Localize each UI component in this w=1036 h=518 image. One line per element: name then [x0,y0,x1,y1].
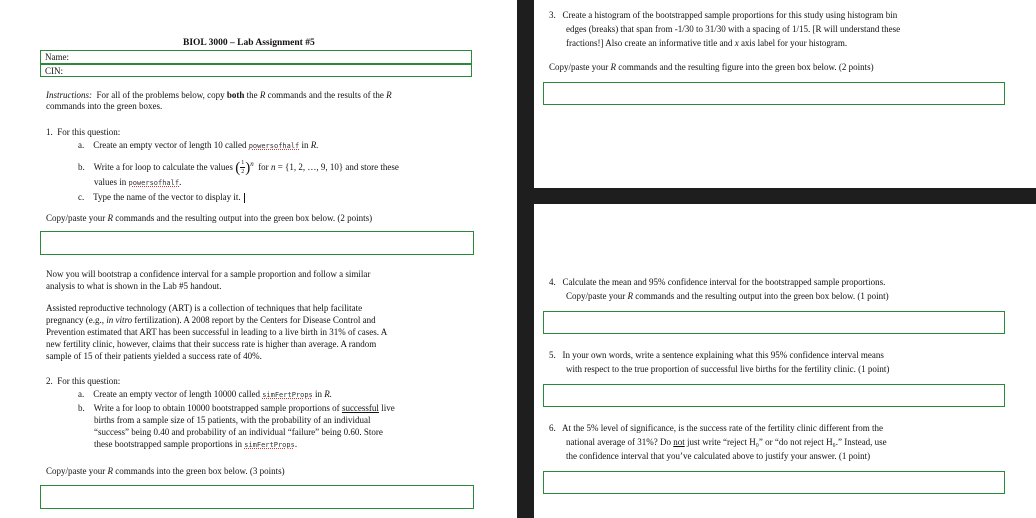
q5-line-1: 5. In your own words, write a sentence explaining what this 95% confidence interval means [549,350,884,360]
art-line-3: Prevention estimated that ART has been successful in leading to a live birth in 31% of cases. A [46,327,388,337]
art-line-5: sample of 15 of their patients yielded a success rate of 40%. [46,351,262,361]
q3-line-3: fractions!] Also create an informative title and x axis label for your histogram. [566,38,848,48]
name-field[interactable] [40,50,472,64]
text-cursor [244,193,245,203]
document-page-left [0,0,517,518]
instructions-line-2: commands into the green boxes. [46,101,163,111]
q3-line-2: edges (breaks) that span from -1/30 to 31/30 with a spacing of 1/15. [R will understand these [566,24,901,34]
answer-box-q1[interactable] [40,231,474,255]
fraction-one-half: $\frac{1}{2}$ [241,160,245,176]
q6-line-1: 6. At the 5% level of significance, is the success rate of the fertility clinic different from the [549,423,883,433]
code-simfertprops: simFertProps [262,391,313,399]
document-page-right-bottom [534,204,1036,518]
answer-box-q2[interactable] [40,485,474,509]
document-page-right-top [534,0,1036,188]
q4-line-1: 4. Calculate the mean and 95% confidence interval for the bootstrapped sample proportions. [549,277,886,287]
q2b-line4: these bootstrapped sample proportions in simFertProps. [94,439,298,449]
q6-line-2: national average of 31%? Do not just write “reject H₀” or “do not reject H₀.” Instead, use [566,437,887,447]
q3-line-1: 3. Create a histogram of the bootstrapped sample proportions for this study using histogram bin [549,10,898,20]
name-label: Name: [45,52,69,62]
q1a: a. Create an empty vector of length 10 called powersofhalf in R. [78,140,319,150]
cin-field[interactable] [40,64,472,77]
instructions-line-1: Instructions: For all of the problems below, copy both the R commands and the results of the R [46,90,392,100]
answer-box-q6[interactable] [543,471,1005,494]
q2a: a. Create an empty vector of length 10000 called simFertProps in R. [78,389,333,399]
q2b-line1: b. Write a for loop to obtain 10000 bootstrapped sample proportions of successful live [78,403,395,413]
q2b-line2: births from a sample size of 15 patients, with the probability of an individual [94,415,371,425]
intro-line-1: Now you will bootstrap a confidence interval for a sample proportion and follow a similar [46,269,371,279]
q5-line-2: with respect to the true proportion of successful live births for the fertility clinic. (1 point) [566,364,890,374]
copy-instruction-2: Copy/paste your R commands into the green box below. (3 points) [46,466,285,476]
q1b: b. Write a for loop to calculate the values ( $\frac{1}{2}$ )$^n$ for n = {1, 2, …, 9, 10} and store these [78,159,399,176]
q2b-line3: “success” being 0.40 and probability of an individual “failure” being 0.60. Store [94,427,383,437]
answer-box-q3[interactable] [543,82,1005,105]
code-simfertprops-2: simFertProps [244,441,295,449]
answer-box-q4[interactable] [543,311,1005,334]
copy-instruction-1: Copy/paste your R commands and the resulting output into the green box below. (2 points) [46,213,373,223]
q1b-line2: values in powersofhalf. [94,177,182,187]
q6-line-3: the confidence interval that you’ve calculated above to justify your answer. (1 point) [566,451,871,461]
intro-line-2: analysis to what is shown in the Lab #5 handout. [46,281,222,291]
q4-line-2: Copy/paste your R commands and the resulting output into the green box below. (1 point) [566,291,889,301]
q1c: c. Type the name of the vector to display it. [78,192,245,203]
assignment-title: BIOL 3000 – Lab Assignment #5 [183,38,315,48]
art-line-1: Assisted reproductive technology (ART) is a collection of techniques that help facilitate [46,303,363,313]
art-line-2: pregnancy (e.g., in vitro fertilization). A 2008 report by the Centers for Disease Control and [46,315,376,325]
answer-box-q5[interactable] [543,384,1005,407]
q1-lead: 1. For this question: [46,127,121,137]
art-line-4: new fertility clinic, however, claims that their success rate is higher than average. A random [46,339,377,349]
q2-lead: 2. For this question: [46,376,121,386]
copy-instruction-3: Copy/paste your R commands and the resulting figure into the green box below. (2 points) [549,62,874,72]
code-powersofhalf: powersofhalf [248,142,300,150]
code-powersofhalf-2: powersofhalf [128,179,180,187]
cin-label: CIN: [45,66,63,76]
